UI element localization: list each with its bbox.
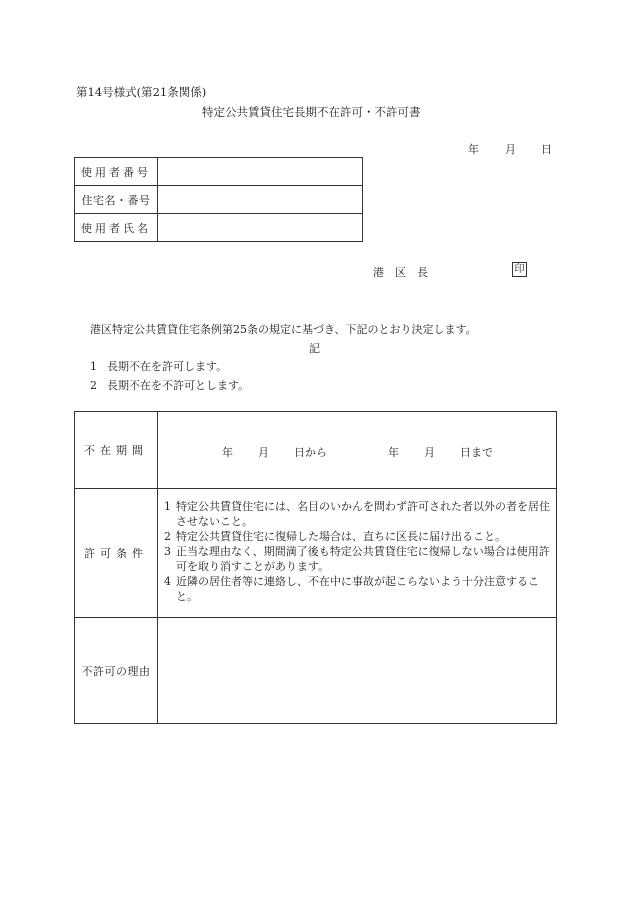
decision-details-table <box>74 411 557 724</box>
decision-item <box>90 358 227 374</box>
from-year-label: 年 <box>222 446 233 459</box>
date-month-label: 月 <box>505 143 516 156</box>
rejection-reason-label: 不許可の理由 <box>75 618 158 724</box>
user-name-field[interactable] <box>158 214 363 242</box>
condition-text: 正当な理由なく、期間満了後も特定公共賃貸住宅に復帰しない場合は使用許可を取り消すことがあります。 <box>176 545 550 573</box>
condition-number: 4 <box>164 575 171 588</box>
form-number: 第14号様式(第21条関係) <box>76 85 207 99</box>
to-day-label: 日まで <box>460 446 493 459</box>
seal-icon: 印 <box>512 262 527 277</box>
absence-period-label: 不在期間 <box>75 412 158 489</box>
condition-item <box>164 544 550 574</box>
condition-number: 3 <box>164 545 171 558</box>
conditions-list <box>164 499 550 604</box>
date-year-label: 年 <box>468 143 479 156</box>
issuer-title: 港 区 長 <box>373 266 428 279</box>
housing-name-label: 住宅名・番号 <box>75 186 158 214</box>
user-name-row <box>75 214 363 242</box>
from-day-label: 日から <box>294 446 327 459</box>
user-number-row <box>75 158 363 186</box>
applicant-info-table <box>74 157 363 242</box>
user-name-label: 使用者氏名 <box>75 214 158 242</box>
condition-item <box>164 574 550 604</box>
condition-item <box>164 499 550 529</box>
condition-number: 2 <box>164 530 171 543</box>
decision-text: 長期不在を許可します。 <box>107 360 228 373</box>
to-year-label: 年 <box>388 446 399 459</box>
decision-text: 長期不在を不許可とします。 <box>107 379 250 392</box>
condition-text: 近隣の居住者等に連絡し、不在中に事故が起こらないよう十分注意すること。 <box>176 575 539 603</box>
ki-heading: 記 <box>309 342 320 355</box>
permit-conditions-row <box>75 489 557 618</box>
decision-item <box>90 377 249 393</box>
absence-period-field[interactable] <box>158 412 557 489</box>
permit-conditions-content <box>158 489 557 618</box>
housing-name-row <box>75 186 363 214</box>
date-day-label: 日 <box>541 143 552 156</box>
rejection-reason-row <box>75 618 557 724</box>
housing-name-field[interactable] <box>158 186 363 214</box>
condition-text: 特定公共賃貸住宅には、名目のいかんを問わず許可された者以外の者を居住させないこと。 <box>176 500 550 528</box>
condition-number: 1 <box>164 500 171 513</box>
permit-conditions-label: 許可条件 <box>75 489 158 618</box>
user-number-field[interactable] <box>158 158 363 186</box>
document-title: 特定公共賃貸住宅長期不在許可・不許可書 <box>202 105 421 119</box>
condition-text: 特定公共賃貸住宅に復帰した場合は、直ちに区長に届け出ること。 <box>176 530 506 543</box>
decision-number: 1 <box>90 360 97 373</box>
user-number-label: 使用者番号 <box>75 158 158 186</box>
decision-number: 2 <box>90 379 97 392</box>
from-month-label: 月 <box>258 446 269 459</box>
rejection-reason-field[interactable] <box>158 618 557 724</box>
to-month-label: 月 <box>424 446 435 459</box>
body-text: 港区特定公共賃貸住宅条例第25条の規定に基づき、下記のとおり決定します。 <box>90 323 477 336</box>
absence-period-row <box>75 412 557 489</box>
condition-item <box>164 529 550 544</box>
seal-mark <box>512 262 527 277</box>
